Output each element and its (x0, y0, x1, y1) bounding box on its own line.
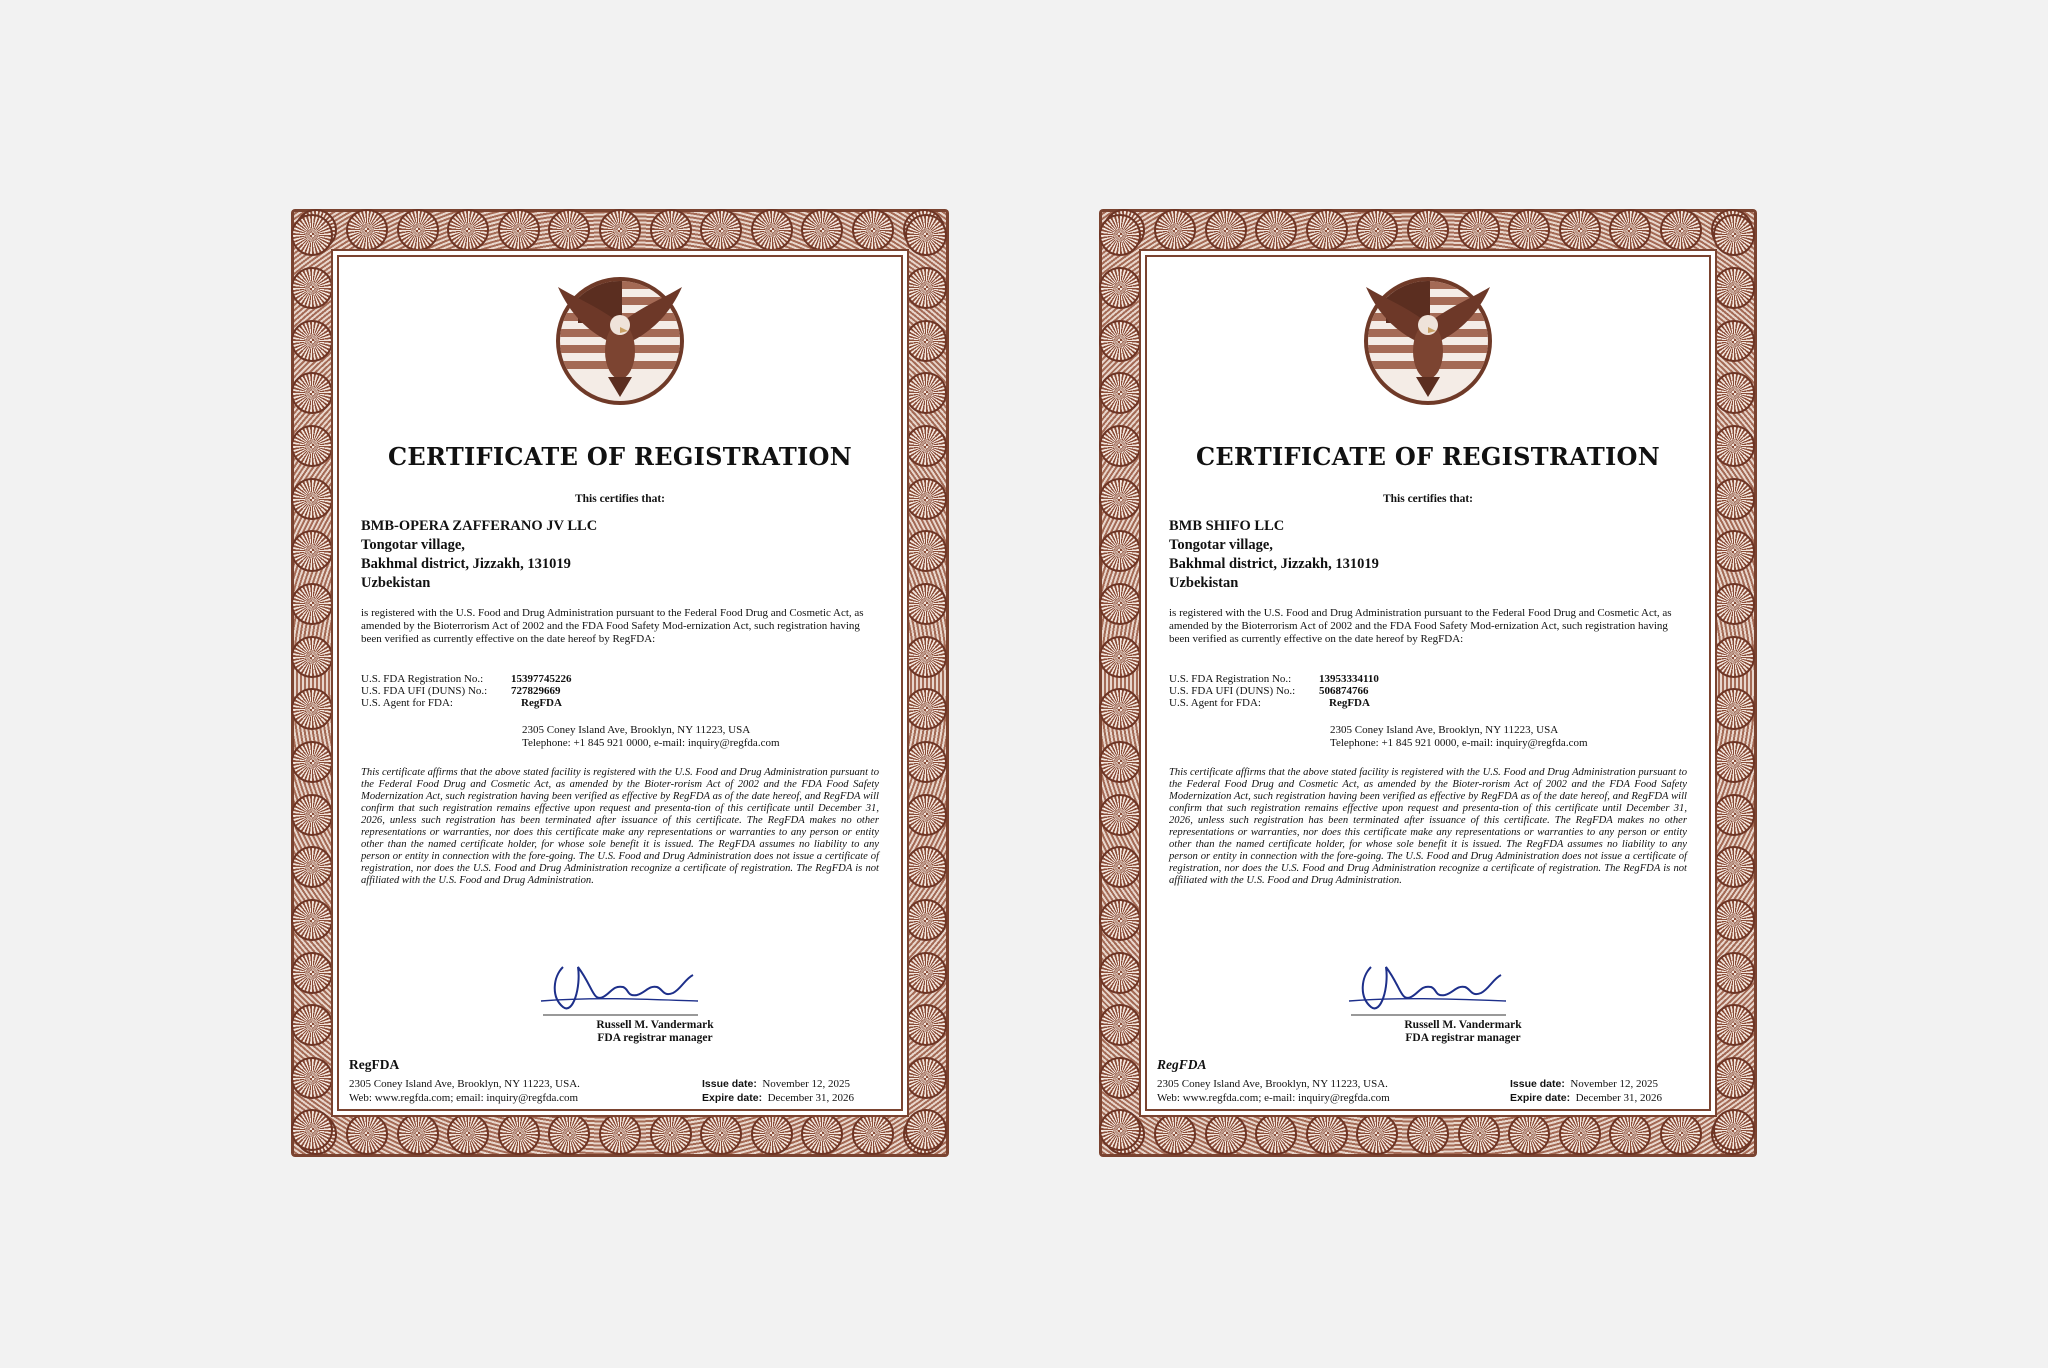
registration-number: 15397745226 (511, 673, 572, 685)
agent-contact: Telephone: +1 845 921 0000, e-mail: inquiry@regfda.com (522, 737, 780, 749)
intro-text: is registered with the U.S. Food and Drug Administration pursuant to the Federal Food Drug and Cosmetic Act, as amended by the Bioterrorism Act of 2002 and the FDA Food Safety Mod-ernization Act, such registration having been verified as currently effective on the date hereof by RegFDA: (361, 607, 864, 645)
handwritten-signature (533, 957, 703, 1017)
certifies-label: This certifies that: (574, 493, 666, 505)
organization-contact (349, 1077, 580, 1105)
signer-name: Russell M. Vandermark (1404, 1019, 1522, 1031)
organization-contact (1157, 1077, 1390, 1105)
eagle-flag-emblem-icon (548, 269, 692, 413)
expire-date: December 31, 2026 (1575, 1092, 1663, 1104)
organization-name: RegFDA (1157, 1057, 1207, 1072)
registration-number: 13953334110 (1319, 673, 1379, 685)
organization-web: Web: www.regfda.com; e-mail: inquiry@regfda.com (1157, 1092, 1390, 1104)
company-country: Uzbekistan (1169, 575, 1239, 591)
issue-date: November 12, 2025 (1570, 1078, 1659, 1090)
agent-address-block (522, 724, 780, 750)
organization-web: Web: www.regfda.com; email: inquiry@regfda.com (349, 1092, 579, 1104)
agent-label: U.S. Agent for FDA: (361, 697, 453, 709)
disclaimer-text: This certificate affirms that the above stated facility is registered with the U.S. Food and Drug Administration pursuant to the Federal Food Drug and Cosmetic Act, as amended by the Bioter-rorism Act of 2002 and the FDA Food Safety Modernization Act, such registration having been verified as effective by RegFDA as of the date hereof, and RegFDA will confirm that such registration remains effective upon request and presenta-tion of this certificate until December 31, 2026, unless such registration has been terminated after issuance of this certificate. The RegFDA makes no other representations or warranties, nor does this certificate make any representations or warranties to any person or entity other than the named certificate holder, for whose sole benefit it is issued. The RegFDA assumes no liability to any person or entity in connection with the fore-going. The U.S. Food and Drug Administration does not issue a certificate of registration, nor does the U.S. Food and Drug Administration recognize a certificate of registration. The RegFDA is not affiliated with the U.S. Food and Drug Administration. (1169, 767, 1687, 886)
agent-address-block (1330, 724, 1588, 750)
ufi-number: 727829669 (511, 685, 561, 697)
certificate-title: CERTIFICATE OF REGISTRATION (1196, 442, 1660, 471)
signer-block (1147, 1019, 1709, 1045)
date-block (702, 1077, 854, 1105)
expire-date: December 31, 2026 (767, 1092, 855, 1104)
signer-title: FDA registrar manager (1405, 1032, 1521, 1044)
agent-address: 2305 Coney Island Ave, Brooklyn, NY 11223, USA (1330, 724, 1559, 736)
handwritten-signature (1341, 957, 1511, 1017)
certificate-paper (337, 255, 903, 1111)
signer-block (339, 1019, 901, 1045)
registration-details (361, 673, 572, 709)
certifies-label: This certifies that: (1382, 493, 1474, 505)
registration-label: U.S. FDA Registration No.: (1169, 673, 1292, 685)
eagle-flag-emblem-icon (1356, 269, 1500, 413)
company-country: Uzbekistan (361, 575, 431, 591)
expire-date-label: Expire date: (702, 1092, 763, 1104)
signer-title: FDA registrar manager (597, 1032, 713, 1044)
company-block (1169, 517, 1379, 593)
issue-date-label: Issue date: (702, 1078, 757, 1090)
certificate-paper (1145, 255, 1711, 1111)
ufi-label: U.S. FDA UFI (DUNS) No.: (361, 685, 488, 697)
organization-name: RegFDA (349, 1057, 400, 1072)
registration-label: U.S. FDA Registration No.: (361, 673, 484, 685)
company-name: BMB SHIFO LLC (1169, 518, 1285, 534)
certificate-bmb-opera (291, 209, 949, 1157)
company-address-line2: Bakhmal district, Jizzakh, 131019 (1169, 556, 1379, 572)
agent-label: U.S. Agent for FDA: (1169, 697, 1261, 709)
certificate-title: CERTIFICATE OF REGISTRATION (388, 442, 852, 471)
company-address-line1: Tongotar village, (361, 537, 465, 553)
date-block (1510, 1077, 1662, 1105)
agent-address: 2305 Coney Island Ave, Brooklyn, NY 11223, USA (522, 724, 751, 736)
agent-contact: Telephone: +1 845 921 0000, e-mail: inquiry@regfda.com (1330, 737, 1588, 749)
agent-name: RegFDA (521, 697, 562, 709)
company-address-line2: Bakhmal district, Jizzakh, 131019 (361, 556, 571, 572)
company-block (361, 517, 597, 593)
company-name: BMB-OPERA ZAFFERANO JV LLC (361, 518, 598, 534)
signer-name: Russell M. Vandermark (596, 1019, 714, 1031)
intro-text: is registered with the U.S. Food and Drug Administration pursuant to the Federal Food Drug and Cosmetic Act, as amended by the Bioterrorism Act of 2002 and the FDA Food Safety Mod-ernization Act, such registration having been verified as currently effective on the date hereof by RegFDA: (1169, 607, 1672, 645)
organization-address: 2305 Coney Island Ave, Brooklyn, NY 11223, USA. (349, 1078, 580, 1090)
issue-date-label: Issue date: (1510, 1078, 1565, 1090)
agent-name: RegFDA (1329, 697, 1370, 709)
issue-date: November 12, 2025 (762, 1078, 851, 1090)
organization-address: 2305 Coney Island Ave, Brooklyn, NY 11223, USA. (1157, 1078, 1388, 1090)
ufi-label: U.S. FDA UFI (DUNS) No.: (1169, 685, 1296, 697)
disclaimer-text: This certificate affirms that the above stated facility is registered with the U.S. Food and Drug Administration pursuant to the Federal Food Drug and Cosmetic Act, as amended by the Bioter-rorism Act of 2002 and the FDA Food Safety Modernization Act, such registration having been verified as effective by RegFDA as of the date hereof, and RegFDA will confirm that such registration remains effective upon request and presenta-tion of this certificate until December 31, 2026, unless such registration has been terminated after issuance of this certificate. The RegFDA makes no other representations or warranties, nor does this certificate make any representations or warranties to any person or entity other than the named certificate holder, for whose sole benefit it is issued. The RegFDA assumes no liability to any person or entity in connection with the fore-going. The U.S. Food and Drug Administration does not issue a certificate of registration, nor does the U.S. Food and Drug Administration recognize a certificate of registration. The RegFDA is not affiliated with the U.S. Food and Drug Administration. (361, 767, 879, 886)
expire-date-label: Expire date: (1510, 1092, 1571, 1104)
certificate-bmb-shifo (1099, 209, 1757, 1157)
ufi-number: 506874766 (1319, 685, 1369, 697)
company-address-line1: Tongotar village, (1169, 537, 1273, 553)
registration-details (1169, 673, 1379, 709)
